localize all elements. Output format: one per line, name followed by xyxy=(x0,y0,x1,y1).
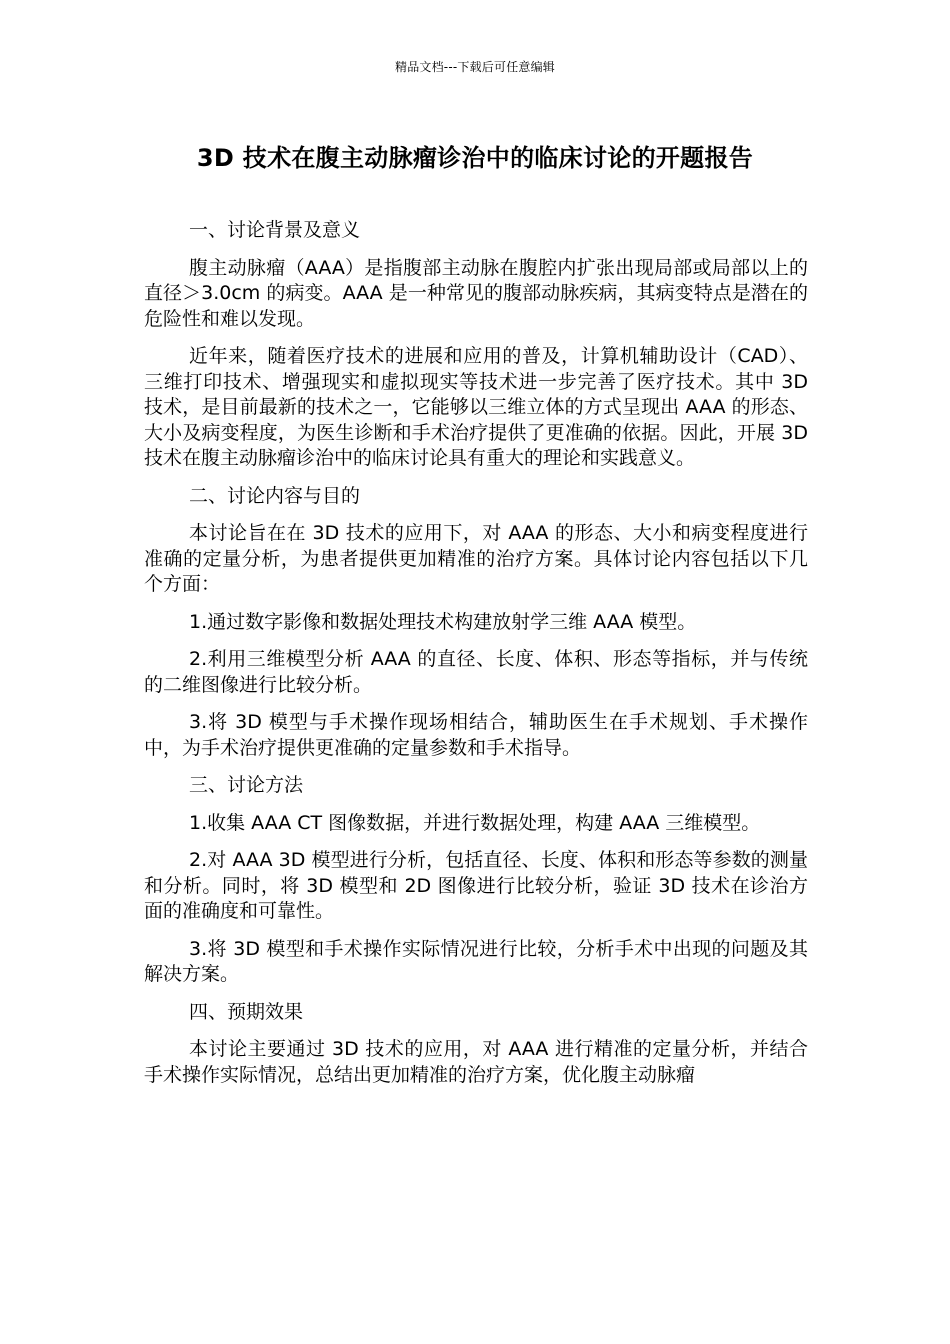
paragraph: 腹主动脉瘤（AAA）是指腹部主动脉在腹腔内扩张出现局部或局部以上的直径＞3.0cm 的病变。AAA 是一种常见的腹部动脉疾病，其病变特点是潜在的危险性和难以发现。 xyxy=(144,256,808,330)
paragraph: 本讨论旨在在 3D 技术的应用下，对 AAA 的形态、大小和病变程度进行准确的定量分析，为患者提供更加精准的治疗方案。具体讨论内容包括以下几个方面： xyxy=(144,522,808,595)
list-item: 2.对 AAA 3D 模型进行分析，包括直径、长度、体积和形态等参数的测量和分析。同时，将 3D 模型和 2D 图像进行比较分析，验证 3D 技术在诊治方面的准确度和可靠性。 xyxy=(144,849,808,922)
section-heading-expected: 四、预期效果 xyxy=(189,1000,304,1023)
paragraph: 近年来，随着医疗技术的进展和应用的普及，计算机辅助设计（CAD）、三维打印技术、增强现实和虚拟现实等技术进一步完善了医疗技术。其中 3D 技术，是目前最新的技术之一，它能够以三维立体的方式呈现出 AAA 的形态、大小及病变程度，为医生诊断和手术治疗提供了更准确的依据。因此，开展 3D 技术在腹主动脉瘤诊治中的临床讨论具有重大的理论和实践意义。 xyxy=(144,345,808,469)
document-body xyxy=(144,218,808,1100)
list-item: 1.收集 AAA CT 图像数据，并进行数据处理，构建 AAA 三维模型。 xyxy=(189,811,761,834)
paragraph: 本讨论主要通过 3D 技术的应用，对 AAA 进行精准的定量分析，并结合手术操作实际情况，总结出更加精准的治疗方案，优化腹主动脉瘤 xyxy=(144,1038,808,1086)
document-title: 3D 技术在腹主动脉瘤诊治中的临床讨论的开题报告 xyxy=(196,144,754,172)
list-item: 3.将 3D 模型与手术操作现场相结合，辅助医生在手术规划、手术操作中，为手术治疗提供更准确的定量参数和手术指导。 xyxy=(144,711,808,759)
section-heading-background: 一、讨论背景及意义 xyxy=(189,219,361,241)
list-item: 1.通过数字影像和数据处理技术构建放射学三维 AAA 模型。 xyxy=(189,610,697,633)
section-heading-method: 三、讨论方法 xyxy=(189,774,304,796)
section-heading-content: 二、讨论内容与目的 xyxy=(189,484,361,507)
page-header: 精品文档---下载后可任意编辑 xyxy=(395,60,555,74)
list-item: 2.利用三维模型分析 AAA 的直径、长度、体积、形态等指标，并与传统的二维图像进行比较分析。 xyxy=(144,648,808,696)
list-item: 3.将 3D 模型和手术操作实际情况进行比较，分析手术中出现的问题及其解决方案。 xyxy=(144,937,808,985)
